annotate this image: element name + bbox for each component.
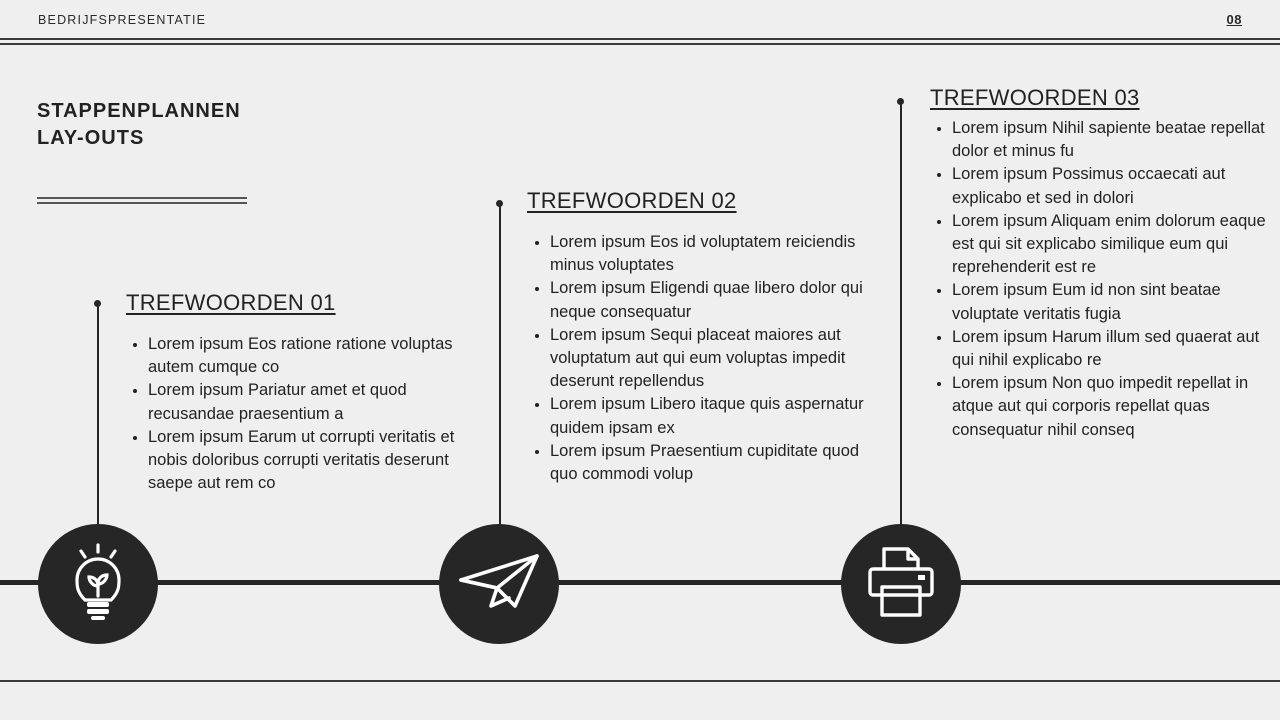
step-2-bullet: • Lorem ipsum Praesentium cupiditate quod quo commodi volup bbox=[550, 440, 868, 486]
step-2-bullet: • Lorem ipsum Eligendi quae libero dolor qui neque consequatur bbox=[550, 277, 868, 323]
step-3-bullet: • Lorem ipsum Non quo impedit repellat in atque aut qui corporis repellat quas consequatur nihil conseq bbox=[952, 372, 1270, 442]
title-divider-top bbox=[37, 197, 247, 199]
step-3-stem bbox=[900, 102, 902, 526]
step-2-bullet-list bbox=[528, 231, 868, 486]
page-title-line-1: STAPPENPLANNEN bbox=[37, 100, 241, 122]
page-title bbox=[37, 98, 241, 152]
step-3-bullet-list bbox=[930, 117, 1270, 442]
step-3-bullet: • Lorem ipsum Eum id non sint beatae voluptate veritatis fugia bbox=[952, 279, 1270, 325]
step-3-bullet: • Lorem ipsum Harum illum sed quaerat aut qui nihil explicabo re bbox=[952, 326, 1270, 372]
page-number: 08 bbox=[1226, 12, 1242, 27]
step-1-bullet-list bbox=[126, 333, 458, 495]
header-divider-top bbox=[0, 38, 1280, 40]
step-2-icon-circle bbox=[439, 524, 559, 644]
step-1-bullet: • Lorem ipsum Pariatur amet et quod recusandae praesentium a bbox=[148, 379, 458, 425]
step-3-icon-circle bbox=[841, 524, 961, 644]
timeline-bar bbox=[0, 580, 1280, 585]
title-divider-bottom bbox=[37, 202, 247, 204]
lightbulb-icon bbox=[63, 542, 133, 627]
step-1-bullet: • Lorem ipsum Eos ratione ratione voluptas autem cumque co bbox=[148, 333, 458, 379]
step-2-bullet: • Lorem ipsum Sequi placeat maiores aut voluptatum aut qui eum voluptas impedit deserunt repellendus bbox=[550, 324, 868, 394]
step-1-title: TREFWOORDEN 01 bbox=[126, 290, 336, 315]
footer-divider bbox=[0, 680, 1280, 682]
step-2-bullet: • Lorem ipsum Eos id voluptatem reiciendis minus voluptates bbox=[550, 231, 868, 277]
step-1-icon-circle bbox=[38, 524, 158, 644]
step-1-bullet: • Lorem ipsum Earum ut corrupti veritatis et nobis doloribus corrupti veritatis deserunt saepe aut rem co bbox=[148, 426, 458, 496]
header-divider-bottom bbox=[0, 43, 1280, 45]
paper-plane-icon bbox=[457, 552, 541, 617]
step-3-bullet: • Lorem ipsum Nihil sapiente beatae repellat dolor et minus fu bbox=[952, 117, 1270, 163]
step-3-bullet: • Lorem ipsum Aliquam enim dolorum eaque est qui sit explicabo similique eum qui reprehenderit est re bbox=[952, 210, 1270, 280]
step-2-bullet: • Lorem ipsum Libero itaque quis aspernatur quidem ipsam ex bbox=[550, 393, 868, 439]
step-1-stem bbox=[97, 304, 99, 526]
header-label: BEDRIJFSPRESENTATIE bbox=[38, 13, 207, 27]
step-2-stem bbox=[499, 204, 501, 526]
step-2-title: TREFWOORDEN 02 bbox=[527, 188, 737, 213]
step-3-title: TREFWOORDEN 03 bbox=[930, 85, 1140, 110]
step-3-bullet: • Lorem ipsum Possimus occaecati aut explicabo et sed in dolori bbox=[952, 163, 1270, 209]
page-title-line-2: LAY-OUTS bbox=[37, 127, 145, 149]
printer-icon bbox=[866, 545, 936, 624]
